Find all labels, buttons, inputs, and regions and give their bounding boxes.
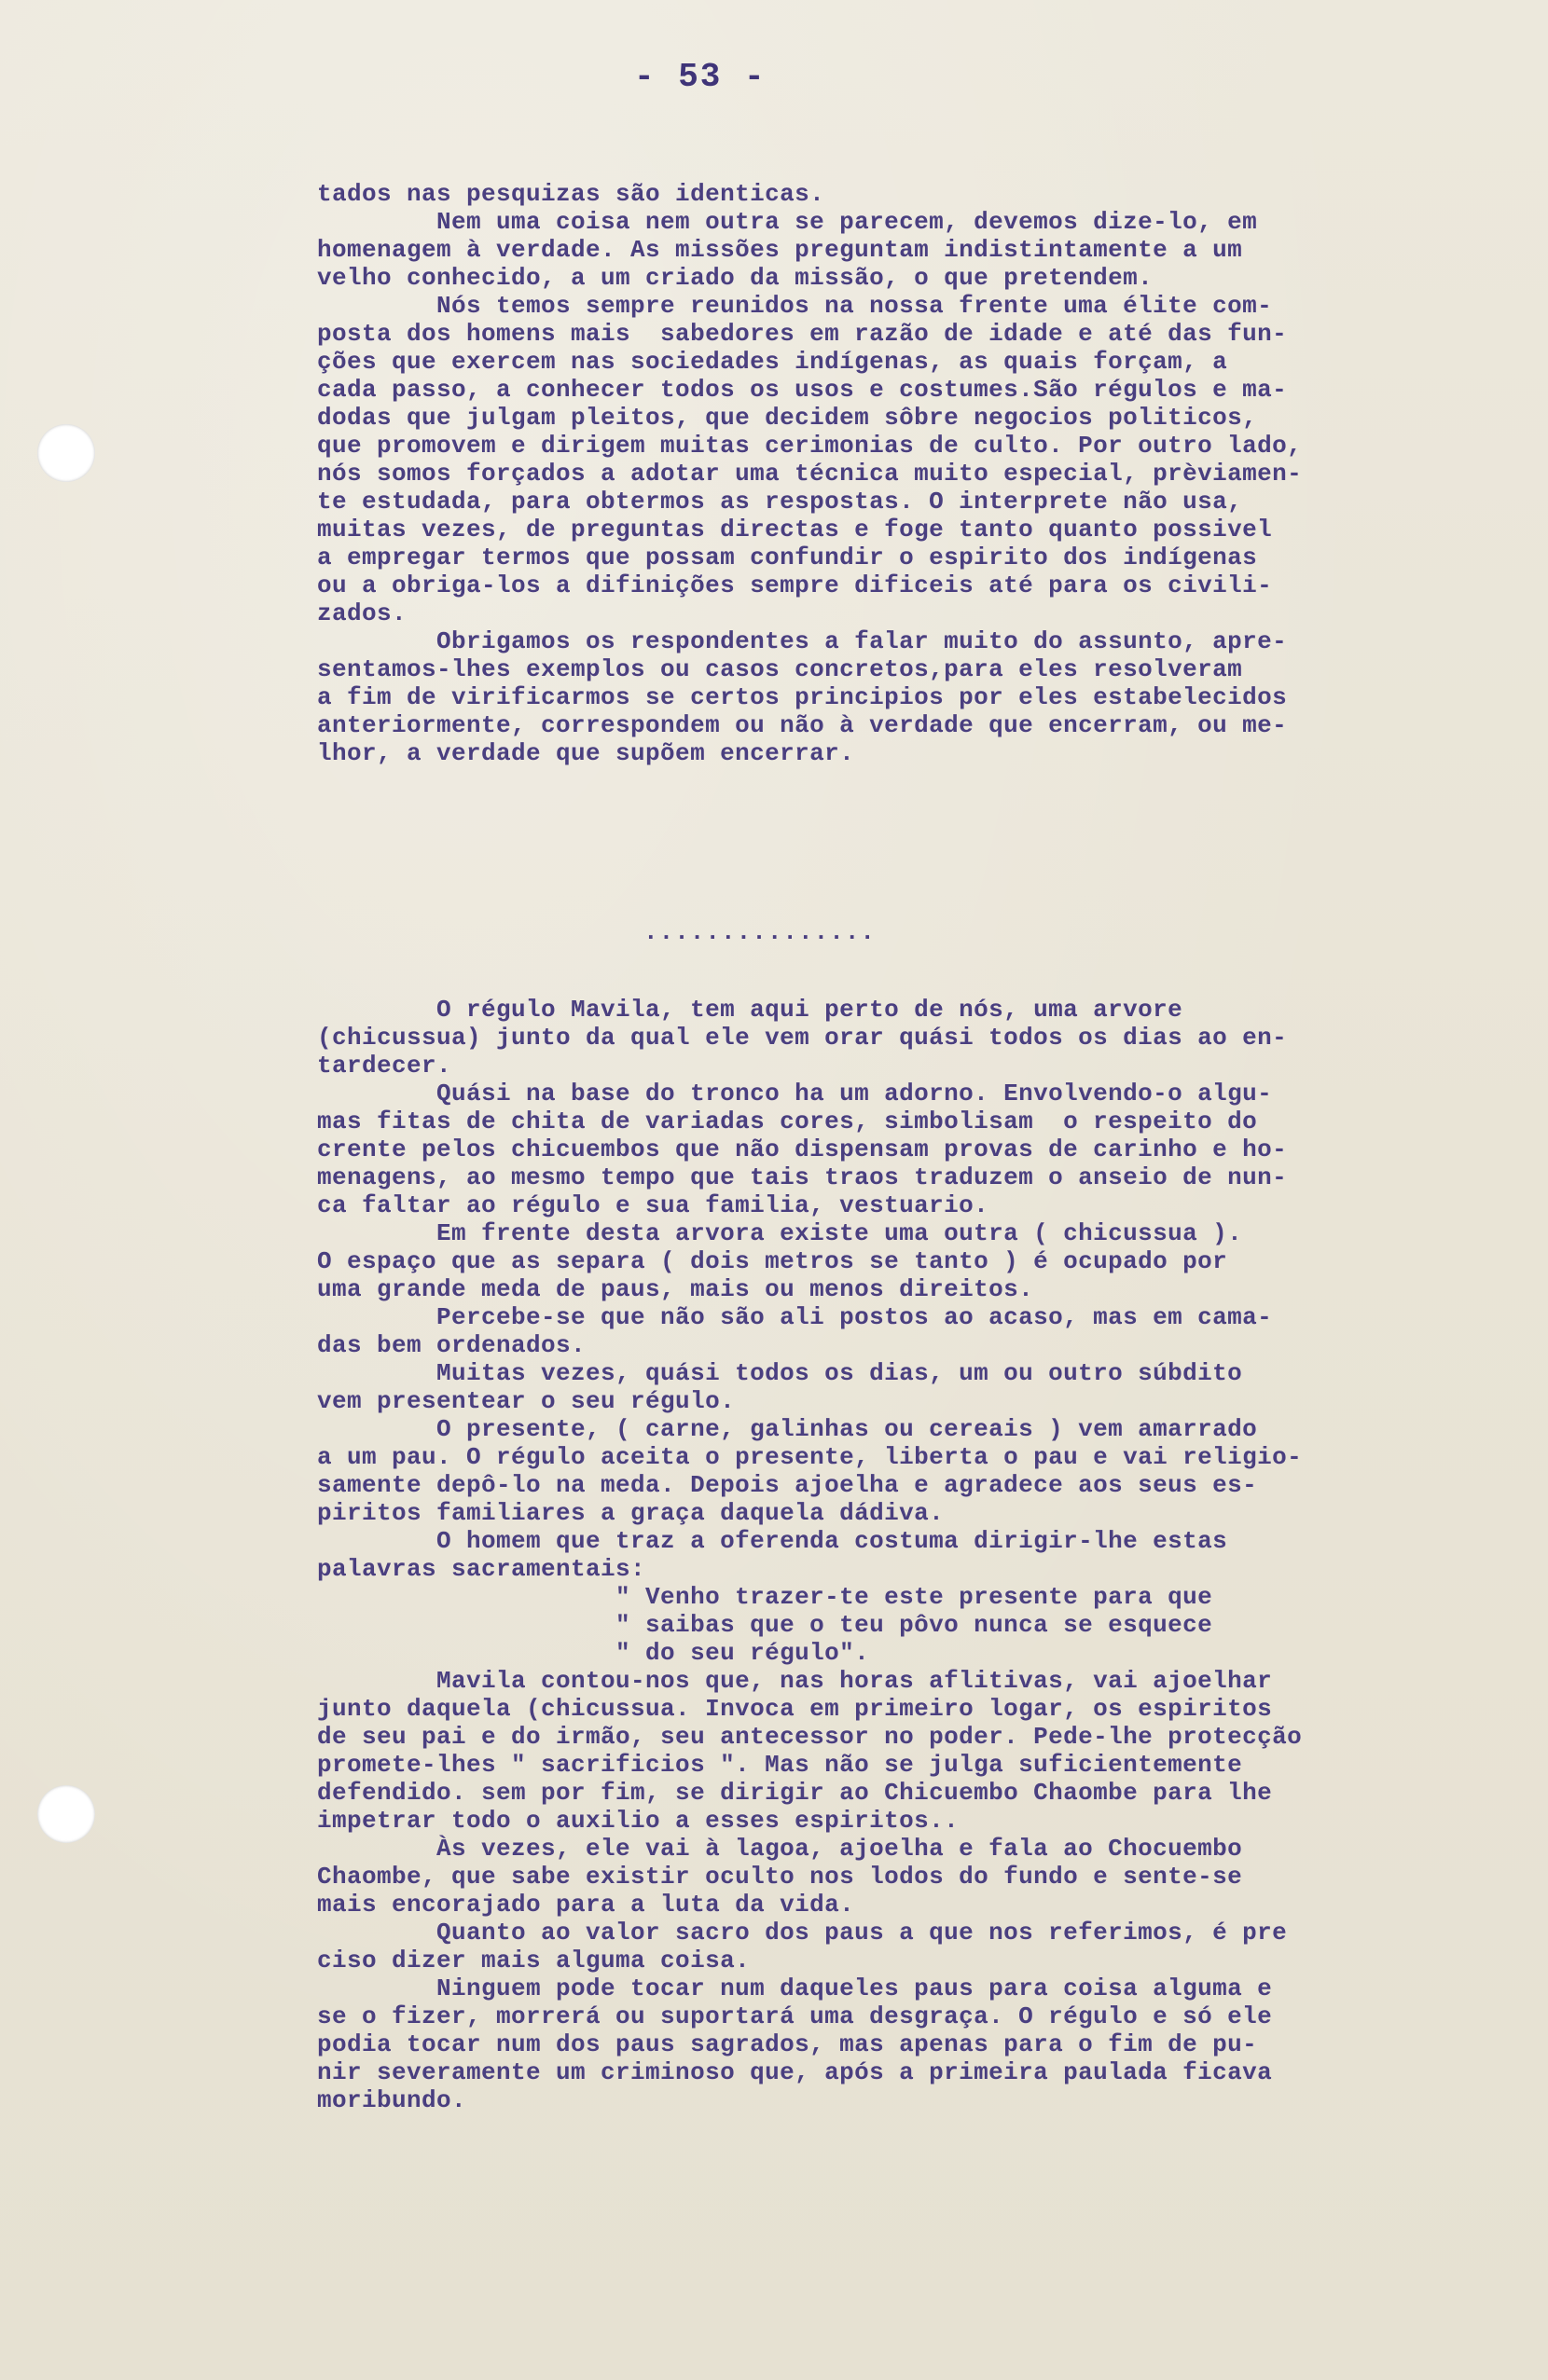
text-line: moribundo. (317, 2086, 467, 2114)
text-line: velho conhecido, a um criado da missão, o que pretendem. (317, 264, 1154, 292)
text-line: de seu pai e do irmão, seu antecessor no poder. Pede-lhe protecção (317, 1723, 1303, 1751)
quote-line: " Venho trazer-te este presente para que (317, 1583, 1213, 1611)
quote-line: " do seu régulo". (317, 1639, 870, 1667)
punch-hole-top (37, 424, 95, 482)
text-line: Ninguem pode tocar num daqueles paus para coisa alguma e (317, 1974, 1273, 2002)
text-line: a um pau. O régulo aceita o presente, liberta o pau e vai religio- (317, 1443, 1303, 1471)
text-line: podia tocar num dos paus sagrados, mas apenas para o fim de pu- (317, 2030, 1258, 2058)
text-line: promete-lhes " sacrificios ". Mas não se julga suficientemente (317, 1751, 1243, 1779)
text-line: zados. (317, 599, 408, 627)
text-line: se o fizer, morrerá ou suportará uma desgraça. O régulo e só ele (317, 2002, 1273, 2030)
text-line: sentamos-lhes exemplos ou casos concretos,para eles resolveram (317, 655, 1243, 683)
section-separator: ............... (643, 918, 877, 946)
text-line: uma grande meda de paus, mais ou menos direitos. (317, 1275, 1034, 1303)
text-line: posta dos homens mais sabedores em razão de idade e até das fun- (317, 320, 1288, 348)
text-line: piritos familiares a graça daquela dádiva. (317, 1499, 945, 1527)
text-line: dodas que julgam pleitos, que decidem sôbre negocios politicos, (317, 404, 1258, 432)
text-line: anteriormente, correspondem ou não à verdade que encerram, ou me- (317, 711, 1288, 739)
text-block-mavila (317, 996, 1511, 2114)
text-block-intro (317, 180, 1511, 767)
text-line: ciso dizer mais alguma coisa. (317, 1947, 751, 1974)
text-line: Obrigamos os respondentes a falar muito do assunto, apre- (317, 627, 1288, 655)
text-line: vem presentear o seu régulo. (317, 1387, 736, 1415)
text-line: Muitas vezes, quási todos os dias, um ou outro súbdito (317, 1359, 1243, 1387)
text-line: mais encorajado para a luta da vida. (317, 1891, 855, 1919)
text-line: nir severamente um criminoso que, após a primeira paulada ficava (317, 2058, 1273, 2086)
text-line: O espaço que as separa ( dois metros se tanto ) é ocupado por (317, 1247, 1228, 1275)
text-line: crente pelos chicuembos que não dispensam provas de carinho e ho- (317, 1135, 1288, 1163)
text-line: mas fitas de chita de variadas cores, simbolisam o respeito do (317, 1107, 1258, 1135)
text-line: Em frente desta arvora existe uma outra ( chicussua ). (317, 1219, 1243, 1247)
text-line: samente depô-lo na meda. Depois ajoelha e agradece aos seus es- (317, 1471, 1258, 1499)
punch-hole-bottom (37, 1785, 95, 1843)
text-line: lhor, a verdade que supõem encerrar. (317, 739, 855, 767)
text-line: junto daquela (chicussua. Invoca em primeiro logar, os espiritos (317, 1695, 1273, 1723)
text-line: Às vezes, ele vai à lagoa, ajoelha e fala ao Chocuembo (317, 1835, 1243, 1863)
text-line: Percebe-se que não são ali postos ao acaso, mas em cama- (317, 1303, 1273, 1331)
text-line: a fim de virificarmos se certos principios por eles estabelecidos (317, 683, 1288, 711)
page-number: - 53 - (634, 58, 767, 96)
text-line: muitas vezes, de preguntas directas e foge tanto quanto possivel (317, 516, 1273, 543)
text-line: defendido. sem por fim, se dirigir ao Chicuembo Chaombe para lhe (317, 1779, 1273, 1807)
quote-line: " saibas que o teu pôvo nunca se esquece (317, 1611, 1213, 1639)
text-line: menagens, ao mesmo tempo que tais traos traduzem o anseio de nun- (317, 1163, 1288, 1191)
text-line: tardecer. (317, 1052, 452, 1080)
text-line: Mavila contou-nos que, nas horas aflitivas, vai ajoelhar (317, 1667, 1273, 1695)
text-line: Quási na base do tronco ha um adorno. Envolvendo-o algu- (317, 1080, 1273, 1107)
text-line: ca faltar ao régulo e sua familia, vestuario. (317, 1191, 989, 1219)
text-line: Chaombe, que sabe existir oculto nos lodos do fundo e sente-se (317, 1863, 1243, 1891)
text-line: Nem uma coisa nem outra se parecem, devemos dize-lo, em (317, 208, 1258, 236)
text-line: O homem que traz a oferenda costuma dirigir-lhe estas (317, 1527, 1228, 1555)
text-line: palavras sacramentais: (317, 1555, 646, 1583)
text-line: (chicussua) junto da qual ele vem orar quási todos os dias ao en- (317, 1024, 1288, 1052)
text-line: te estudada, para obtermos as respostas. O interprete não usa, (317, 488, 1243, 516)
text-line: das bem ordenados. (317, 1331, 587, 1359)
text-line: impetrar todo o auxilio a esses espiritos.. (317, 1807, 960, 1835)
text-line: O presente, ( carne, galinhas ou cereais ) vem amarrado (317, 1415, 1258, 1443)
text-line: que promovem e dirigem muitas cerimonias de culto. Por outro lado, (317, 432, 1303, 460)
text-line: homenagem à verdade. As missões preguntam indistintamente a um (317, 236, 1243, 264)
text-line: ções que exercem nas sociedades indígenas, as quais forçam, a (317, 348, 1228, 376)
text-line: Quanto ao valor sacro dos paus a que nos referimos, é pre (317, 1919, 1288, 1947)
text-line: ou a obriga-los a difinições sempre dificeis até para os civili- (317, 571, 1273, 599)
text-line: a empregar termos que possam confundir o espirito dos indígenas (317, 543, 1258, 571)
text-line: Nós temos sempre reunidos na nossa frente uma élite com- (317, 292, 1273, 320)
text-line: O régulo Mavila, tem aqui perto de nós, uma arvore (317, 996, 1183, 1024)
text-line: tados nas pesquizas são identicas. (317, 180, 825, 208)
text-line: cada passo, a conhecer todos os usos e costumes.São régulos e ma- (317, 376, 1288, 404)
text-line: nós somos forçados a adotar uma técnica muito especial, prèviamen- (317, 460, 1303, 488)
